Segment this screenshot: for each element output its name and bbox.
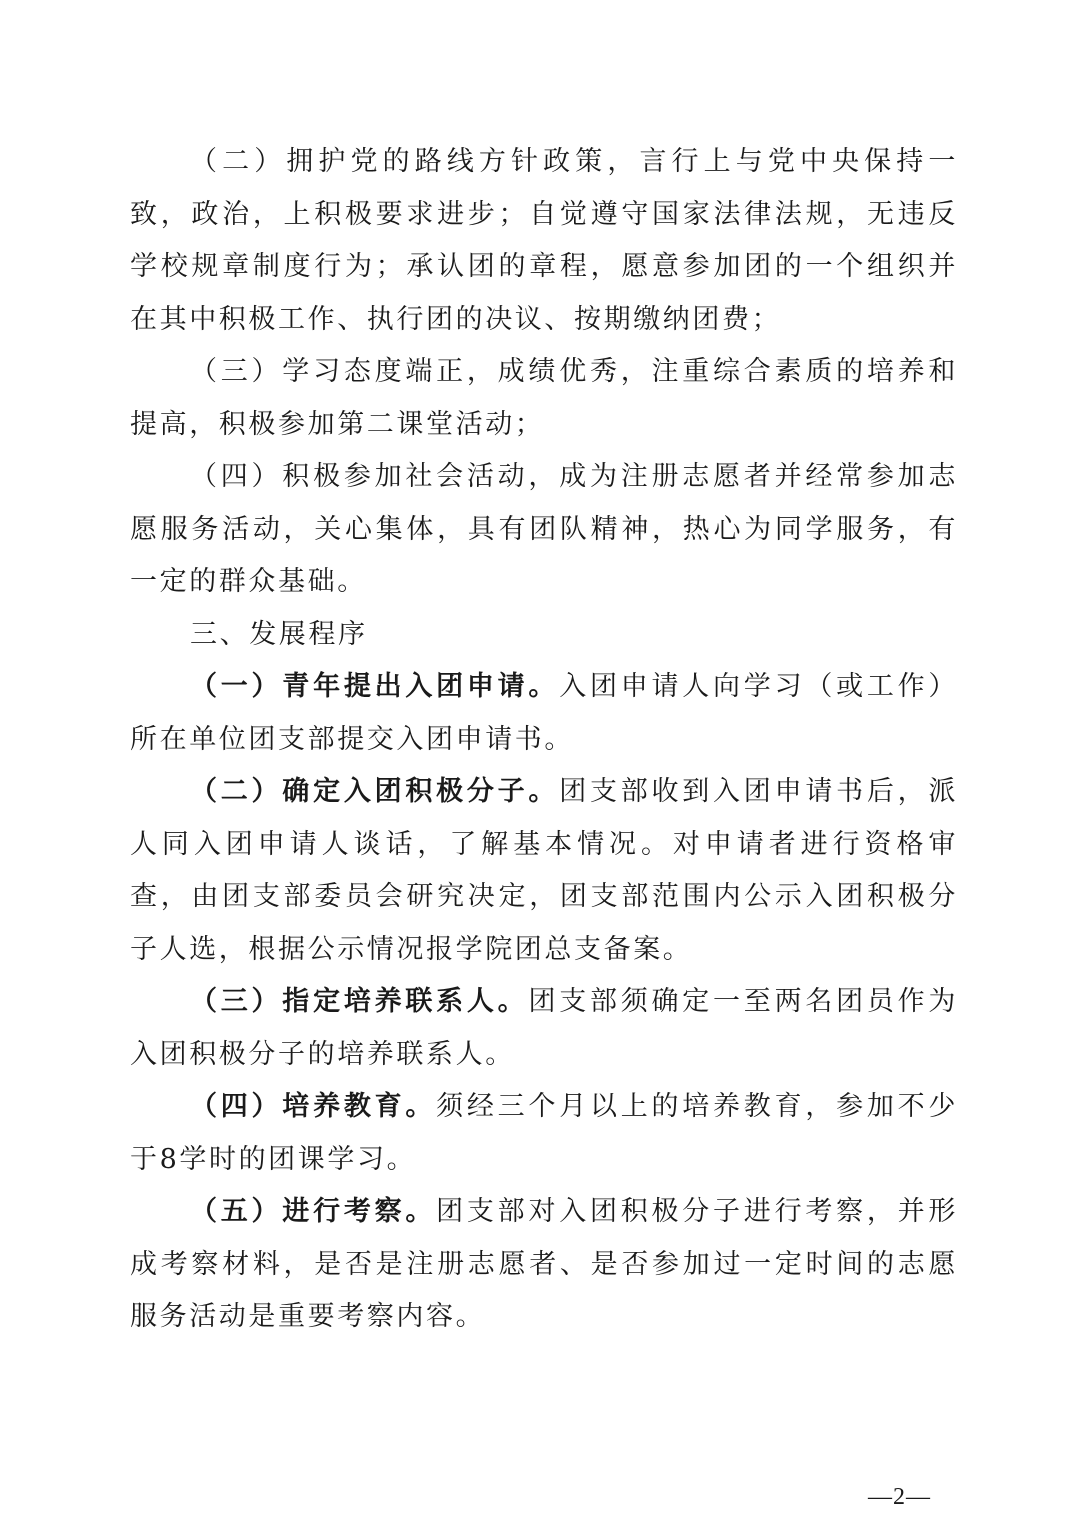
step-1 (130, 661, 958, 766)
paragraph-requirement-2: （二）拥护党的路线方针政策，言行上与党中央保持一致，政治，上积极要求进步；自觉遵守国家法律法规，无违反学校规章制度行为；承认团的章程，愿意参加团的一个组织并在其中积极工作、执行团的决议、按期缴纳团费； (130, 146, 958, 335)
step-3 (130, 976, 958, 1081)
step-3-body: 团支部须确定一至两名团员作为入团积极分子的培养联系人。 (130, 986, 958, 1070)
step-5 (130, 1186, 958, 1344)
step-2 (130, 766, 958, 976)
step-2-body: 团支部收到入团申请书后，派人同入团申请人谈话，了解基本情况。对申请者进行资格审查，由团支部委员会研究决定，团支部范围内公示入团积极分子人选，根据公示情况报学院团总支备案。 (130, 776, 958, 965)
paragraph-requirement-4: （四）积极参加社会活动，成为注册志愿者并经常参加志愿服务活动，关心集体，具有团队精神，热心为同学服务，有一定的群众基础。 (130, 461, 958, 597)
step-4-lead: （四）培养教育。 (190, 1091, 437, 1122)
step-4-body: 须经三个月以上的培养教育，参加不少于8学时的团课学习。 (130, 1091, 958, 1175)
step-1-lead: （一）青年提出入团申请。 (190, 671, 560, 702)
section-heading: 三、发展程序 (190, 618, 368, 650)
step-1-body: 入团申请人向学习（或工作）所在单位团支部提交入团申请书。 (130, 671, 958, 755)
step-5-lead: （五）进行考察。 (190, 1196, 437, 1227)
page-number: —2— (868, 1484, 931, 1510)
step-4 (130, 1081, 958, 1186)
step-3-lead: （三）指定培养联系人。 (190, 986, 529, 1017)
paragraph-requirement-3: （三）学习态度端正，成绩优秀，注重综合素质的培养和提高，积极参加第二课堂活动； (130, 356, 958, 440)
step-2-lead: （二）确定入团积极分子。 (190, 776, 560, 807)
document-body (130, 136, 958, 1344)
step-5-body: 团支部对入团积极分子进行考察，并形成考察材料，是否是注册志愿者、是否参加过一定时间的志愿服务活动是重要考察内容。 (130, 1196, 958, 1332)
